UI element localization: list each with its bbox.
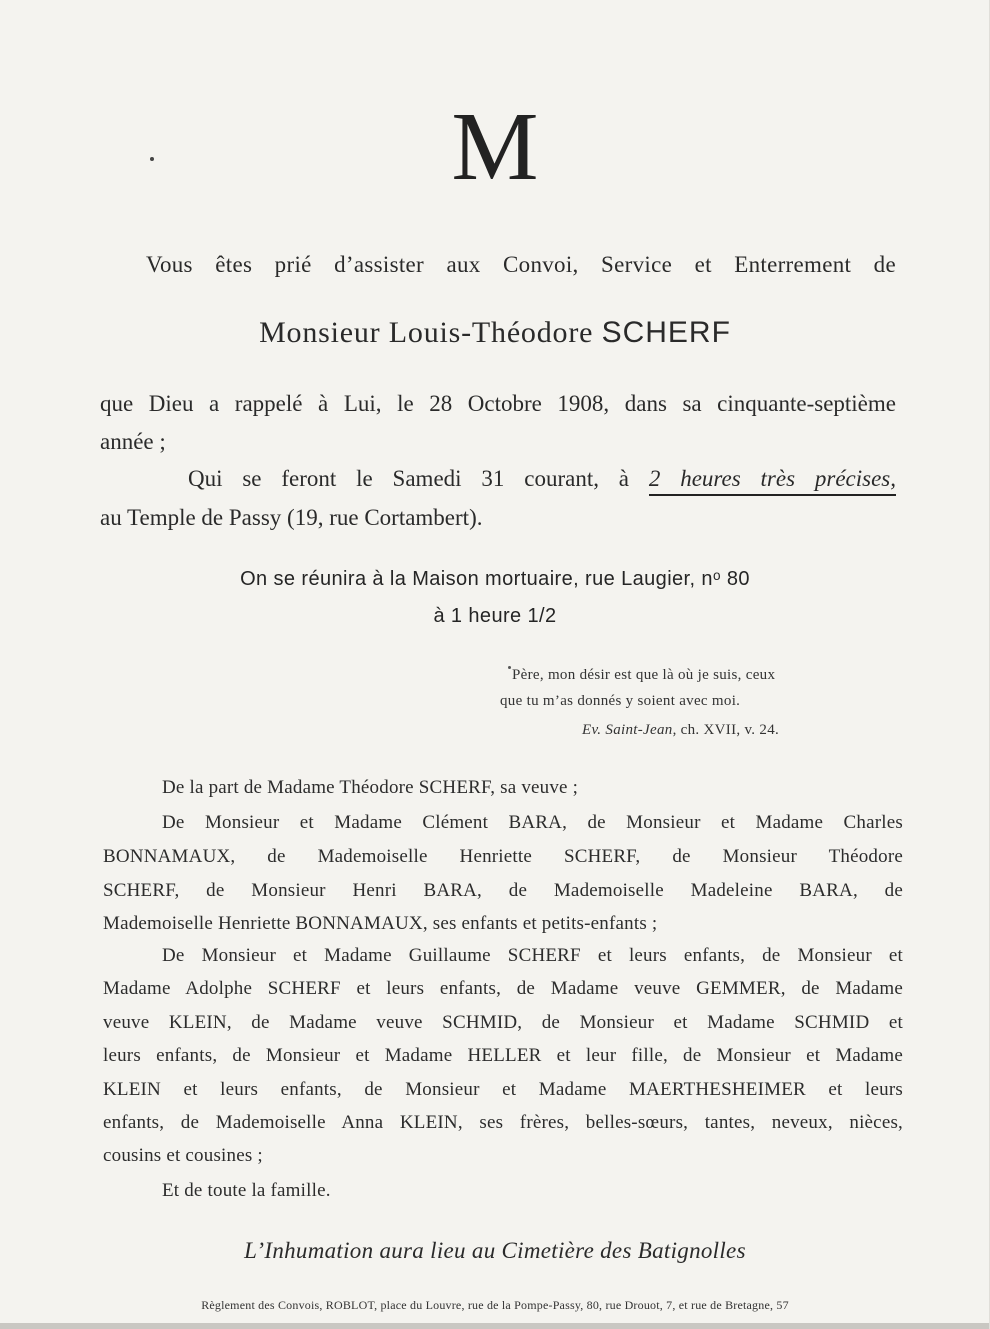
family-line: veuve KLEIN, de Madame veuve SCHMID, de Monsieur et Madame SCHMID et (103, 1012, 903, 1033)
scripture-reference (582, 719, 779, 741)
heading-initial: M (451, 93, 539, 201)
scripture-line-2: que tu m’as donnés y soient avec moi. (500, 693, 741, 709)
service-line-prefix: Qui se feront le Samedi 31 courant, à (188, 466, 630, 491)
quote-mark-dot (508, 666, 511, 669)
scripture-line-1: Père, mon désir est que là où je suis, ceux (512, 667, 776, 683)
service-place: au Temple de Passy (19, rue Cortambert). (100, 505, 483, 530)
burial-line: L’Inhumation aura lieu au Cimetière des Batignolles (244, 1238, 746, 1263)
family-line: enfants, de Mademoiselle Anna KLEIN, ses frères, belles-sœurs, tantes, neveux, nièces, (103, 1112, 903, 1133)
family-line: De la part de Madame Théodore SCHERF, sa veuve ; (162, 777, 579, 798)
family-line: leurs enfants, de Monsieur et Madame HELLER et leur fille, de Monsieur et Madame (103, 1045, 903, 1066)
death-line-1: que Dieu a rappelé à Lui, le 28 Octobre 1908, dans sa cinquante-septième (100, 391, 896, 416)
family-line: BONNAMAUX, de Mademoiselle Henriette SCHERF, de Monsieur Théodore (103, 846, 903, 867)
family-line: KLEIN et leurs enfants, de Monsieur et Madame MAERTHESHEIMER et leurs (103, 1079, 903, 1100)
service-line (188, 464, 896, 494)
ink-dot (150, 157, 154, 161)
deceased-name (0, 313, 990, 353)
family-line: Et de toute la famille. (162, 1180, 331, 1201)
family-line: De Monsieur et Madame Guillaume SCHERF et leurs enfants, de Monsieur et (162, 945, 903, 966)
family-line: cousins et cousines ; (103, 1145, 263, 1166)
scripture-reference-rest: , ch. XVII, v. 24. (672, 722, 780, 738)
deceased-surname: SCHERF (601, 316, 731, 349)
meeting-line-1: On se réunira à la Maison mortuaire, rue Laugier, nᵒ 80 (240, 568, 750, 590)
family-line: SCHERF, de Monsieur Henri BARA, de Mademoiselle Madeleine BARA, de (103, 880, 903, 901)
deceased-given-name: Monsieur Louis-Théodore (259, 316, 594, 349)
family-line: De Monsieur et Madame Clément BARA, de Monsieur et Madame Charles (162, 812, 903, 833)
scripture-reference-book: Ev. Saint-Jean (582, 722, 673, 738)
paper-bottom-edge (0, 1323, 990, 1329)
family-line: Mademoiselle Henriette BONNAMAUX, ses enfants et petits-enfants ; (103, 913, 658, 934)
family-line: Madame Adolphe SCHERF et leurs enfants, de Madame veuve GEMMER, de Madame (103, 978, 903, 999)
death-line-2: année ; (100, 429, 166, 454)
service-time-underlined: 2 heures très précises, (649, 466, 896, 496)
invitation-line: Vous êtes prié d’assister aux Convoi, Service et Enterrement de (146, 252, 896, 277)
meeting-line-2: à 1 heure 1/2 (433, 605, 557, 627)
printer-footer: Règlement des Convois, ROBLOT, place du Louvre, rue de la Pompe-Passy, 80, rue Drouot, 7, et rue de Bretagne, 57 (201, 1298, 789, 1312)
